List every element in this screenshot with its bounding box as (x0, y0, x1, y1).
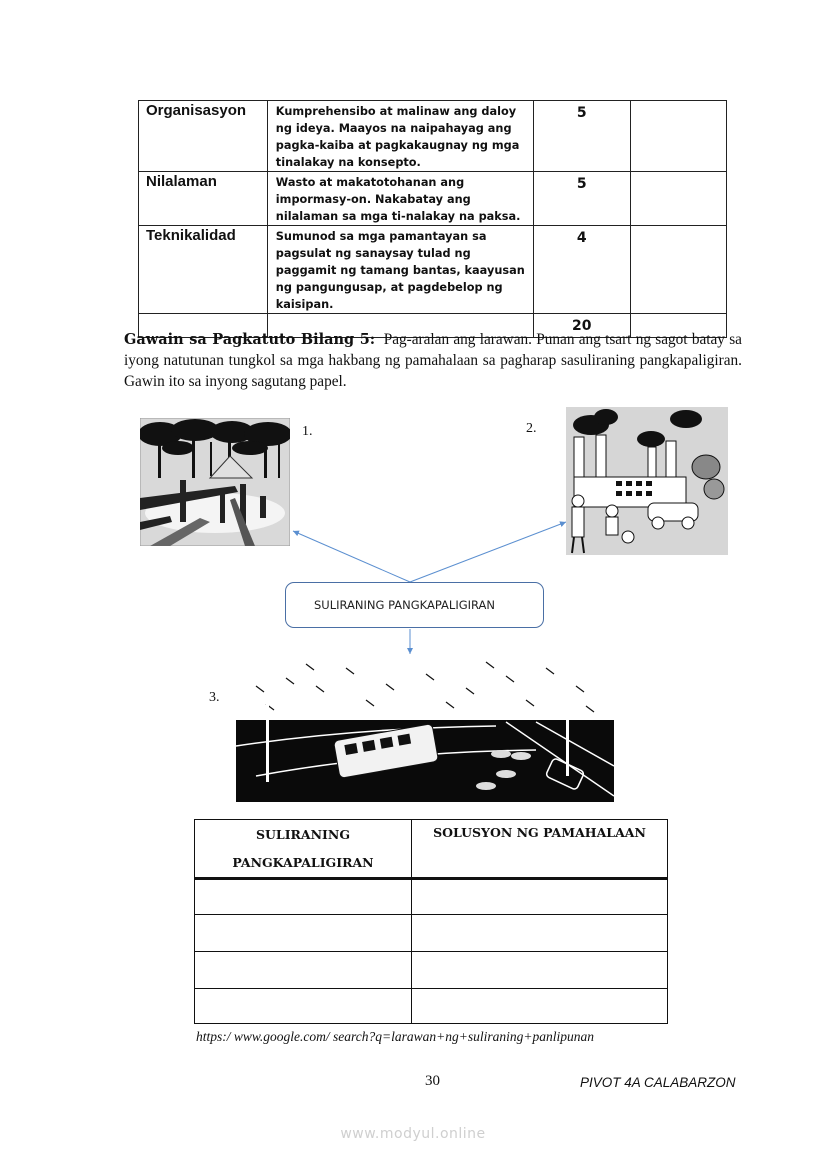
answer-row[interactable] (195, 879, 668, 915)
criterion-points: 4 (533, 226, 630, 314)
picture-label-2: 2. (526, 421, 537, 436)
arrow-to-picture-1 (293, 531, 410, 582)
watermark: www.modyul.online (340, 1126, 486, 1142)
answer-cell[interactable] (195, 952, 412, 989)
answer-header-row (195, 820, 668, 879)
pollution-picture (566, 407, 728, 555)
answer-table (194, 819, 668, 1024)
criterion-nilalaman: Nilalaman (139, 172, 268, 226)
image-source: https:/ www.google.com/ search?q=larawan+ng+suliraning+panlipunan (196, 1029, 594, 1044)
answer-row[interactable] (195, 989, 668, 1024)
answer-cell[interactable] (195, 989, 412, 1024)
answer-cell[interactable] (412, 879, 668, 915)
series-label: PIVOT 4A CALABARZON (580, 1075, 736, 1090)
page-number: 30 (425, 1073, 440, 1089)
answer-cell[interactable] (412, 915, 668, 952)
diagram-center-box: SULIRANING PANGKAPALIGIRAN (285, 582, 544, 628)
activity-title: Gawain sa Pagkatuto Bilang 5: (124, 331, 376, 348)
arrow-to-picture-2 (410, 522, 566, 582)
criterion-organisasyon: Organisasyon (139, 101, 268, 172)
flood-picture (236, 656, 614, 802)
criterion-teknikalidad: Teknikalidad (139, 226, 268, 314)
criterion-points: 5 (533, 101, 630, 172)
criterion-description: Kumprehensibo at malinaw ang daloy ng ideya. Maayos na naipahayag ang pagka-kaiba at pagkakaugnay ng mga tinalakay na konsepto. (267, 101, 533, 172)
criterion-description: Wasto at makatotohanan ang impormasy-on. Nakabatay ang nilalaman sa mga ti-nalakay na paksa. (267, 172, 533, 226)
answer-cell[interactable] (412, 952, 668, 989)
answer-cell[interactable] (195, 879, 412, 915)
answer-cell[interactable] (195, 915, 412, 952)
deforestation-picture (140, 418, 290, 546)
header-suliranin: SULIRANING PANGKAPALIGIRAN (195, 820, 412, 879)
answer-cell[interactable] (412, 989, 668, 1024)
picture-label-1: 1. (302, 424, 313, 439)
total-points: 20 (533, 314, 630, 338)
header-solusyon: SOLUSYON NG PAMAHALAAN (412, 820, 668, 879)
criterion-description: Sumunod sa mga pamantayan sa pagsulat ng sanaysay tulad ng paggamit ng tamang bantas, kaayusan ng pangungusap, at pagdebelop ng kaisipan. (267, 226, 533, 314)
activity-text: Pag-aralan ang larawan. Punan ang tsart ng sagot batay sa iyong natutunan tungkol sa mga hakbang ng pamahalaan sa pagharap sasuliraning pangkapaligiran. Gawin ito sa inyong sagutang papel. (124, 331, 742, 390)
answer-row[interactable] (195, 952, 668, 989)
answer-row[interactable] (195, 915, 668, 952)
picture-label-3: 3. (209, 690, 220, 705)
criterion-points: 5 (533, 172, 630, 226)
